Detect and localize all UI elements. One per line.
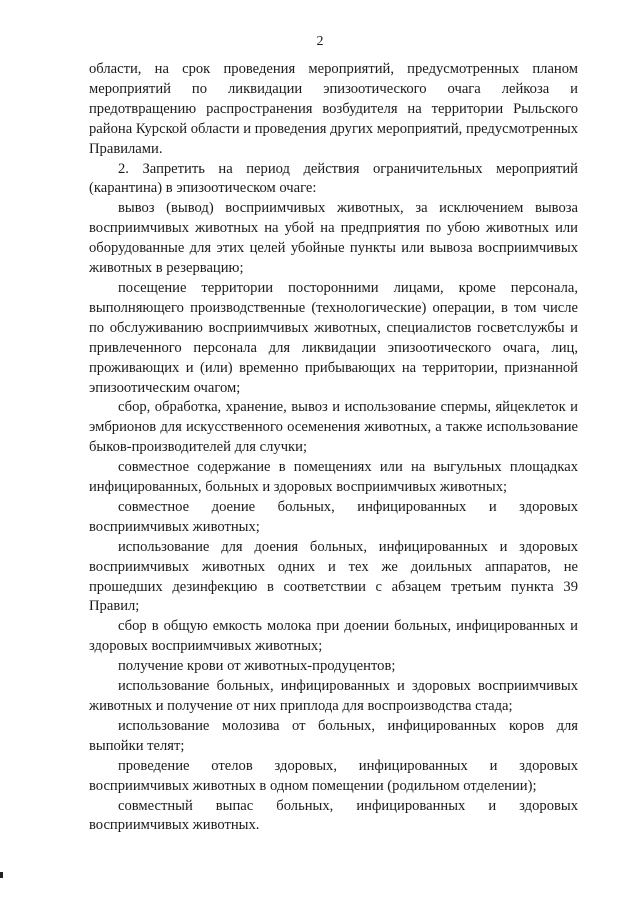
list-item-joint-keeping: совместное содержание в помещениях или на выгульных площадках инфицированных, больных и здоровых восприимчивых животных; [89,459,578,496]
list-item-joint-milking: совместное доение больных, инфицированных и здоровых восприимчивых животных; [89,498,578,535]
list-item-breeding: использование больных, инфицированных и здоровых восприимчивых животных и получение от них приплода для воспроизводства стада; [89,678,578,714]
paragraph-continuation: области, на срок проведения мероприятий, предусмотренных планом мероприятий по ликвидации эпизоотического очага лейкоза и предотвращению распространения возбудителя на территории Рыльского района Курской области и проведения других мероприятий, предусмотренных Правилами. [89,61,578,157]
list-item-blood: получение крови от животных-продуцентов; [118,658,396,675]
list-item-calving: проведение отелов здоровых, инфицированных и здоровых восприимчивых животных в одном помещении (родильном отделении); [89,757,578,794]
list-item-grazing: совместный выпас больных, инфицированных и здоровых восприимчивых животных. [89,797,578,834]
page-number: 2 [316,34,324,49]
list-item-milking-machines: использование для доения больных, инфицированных и здоровых восприимчивых животных одних и тех же доильных аппаратов, не прошедших дезинфекцию в соответствии с абзацем третьим пункта 39 Правил; [89,538,578,615]
scan-artifact-mark [0,872,3,878]
list-item-milk-collection: сбор в общую емкость молока при доении больных, инфицированных и здоровых восприимчивых животных; [89,618,578,655]
list-item-semen-embryos: сбор, обработка, хранение, вывоз и использование спермы, яйцеклеток и эмбрионов для искусственного осеменения животных, а также использование быков-производителей для случки; [89,399,578,456]
list-item-colostrum: использование молозива от больных, инфицированных коров для выпойки телят; [89,717,578,754]
paragraph-clause-2: 2. Запретить на период действия ограничительных мероприятий (карантина) в эпизоотическом очаге: [89,160,578,197]
list-item-visits: посещение территории посторонними лицами, кроме персонала, выполняющего производственные (технологические) операции, в том числе по обслуживанию восприимчивых животных, специалистов госветслужбы и привлеченного персонала для ликвидации эпизоотического очага, лиц, проживающих и (или) временно прибывающих на территории, признанной эпизоотическим очагом; [89,279,578,396]
list-item-export-animals: вывоз (вывод) восприимчивых животных, за исключением вывоза восприимчивых животных на убой на предприятия по убою животных или оборудованные для этих целей убойные пункты или вывоза восприимчивых животных в резервацию; [89,200,578,277]
document-body [89,60,578,836]
